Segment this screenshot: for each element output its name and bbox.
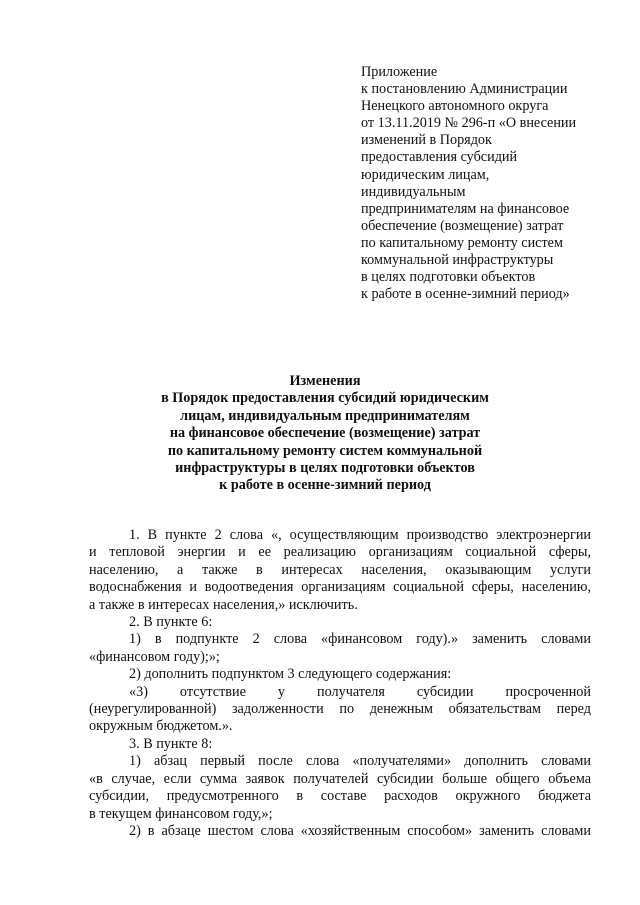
appendix-line: юридическим лицам,: [361, 166, 490, 183]
body-line: а также в интересах населения,» исключить.: [89, 596, 358, 613]
appendix-line: по капитальному ремонту систем: [361, 234, 563, 251]
document-title: [90, 373, 560, 495]
body-line: субсидии, предусмотренного в составе расходов окружного бюджета: [89, 788, 591, 805]
appendix-line: изменений в Порядок: [361, 132, 492, 149]
body-line: водоснабжения и водоотведения организациям социальной сферы, населению,: [89, 579, 591, 596]
body-line: населению, а также в интересах населения, оказывающим услуги: [89, 561, 591, 578]
body-line: 1) абзац первый после слова «получателями» дополнить словами: [129, 753, 591, 770]
body-line: «3) отсутствие у получателя субсидии просроченной: [129, 683, 591, 700]
title-line: инфраструктуры в целях подготовки объектов: [175, 460, 475, 477]
appendix-block: [361, 64, 631, 303]
body-line: 2) дополнить подпунктом 3 следующего содержания:: [129, 666, 452, 683]
title-line: к работе в осенне-зимний период: [219, 477, 431, 494]
body-line: 3. В пункте 8:: [129, 735, 213, 752]
body-line: 2. В пункте 6:: [129, 614, 213, 631]
title-line: Изменения: [289, 373, 361, 389]
appendix-line: индивидуальным: [361, 183, 466, 200]
appendix-line: предпринимателям на финансовое: [361, 200, 570, 217]
paragraph-subitem-8-1: [89, 753, 591, 823]
body-line: 2) в абзаце шестом слова «хозяйственным способом» заменить словами: [129, 822, 591, 839]
body-line: окружным бюджетом.».: [89, 718, 233, 735]
appendix-line: в целях подготовки объектов: [361, 269, 536, 286]
paragraph-item-2: [89, 614, 591, 631]
title-line: по капитальному ремонту систем коммунальной: [167, 442, 483, 459]
body-line: 1. В пункте 2 слова «, осуществляющим производство электроэнергии: [129, 527, 591, 543]
paragraph-subitem-8-2: [89, 823, 591, 840]
appendix-line: предоставления субсидий: [361, 149, 518, 166]
title-line: лицам, индивидуальным предпринимателям: [180, 407, 470, 424]
body-line: 1) в подпункте 2 слова «финансовом году).» заменить словами: [129, 631, 591, 648]
paragraph-subitem-6-1: [89, 631, 591, 666]
appendix-line: к работе в осенне-зимний период»: [361, 286, 570, 303]
appendix-line: к постановлению Администрации: [361, 81, 568, 98]
appendix-line: от 13.11.2019 № 296-п «О внесении: [361, 115, 577, 132]
document-body: [89, 527, 591, 840]
body-line: «финансовом году);»;: [89, 648, 220, 665]
body-line: (неурегулированной) задолженности по денежным обязательствам перед: [89, 701, 591, 718]
appendix-line: обеспечение (возмещение) затрат: [361, 217, 564, 234]
appendix-line: Ненецкого автономного округа: [361, 98, 549, 115]
paragraph-subitem-6-2: [89, 666, 591, 683]
paragraph-quote-3: [89, 684, 591, 736]
paragraph-item-3: [89, 736, 591, 753]
title-line: в Порядок предоставления субсидий юридическим: [161, 390, 489, 407]
appendix-line: Приложение: [361, 64, 438, 80]
body-line: в текущем финансовом году,»;: [89, 805, 273, 822]
body-line: «в случае, если сумма заявок получателей субсидии больше общего объема: [89, 770, 591, 787]
title-line: на финансовое обеспечение (возмещение) затрат: [169, 425, 481, 442]
body-line: и тепловой энергии и ее реализацию организациям социальной сферы,: [89, 544, 591, 561]
appendix-line: коммунальной инфраструктуры: [361, 252, 554, 269]
paragraph-item-1: [89, 527, 591, 614]
